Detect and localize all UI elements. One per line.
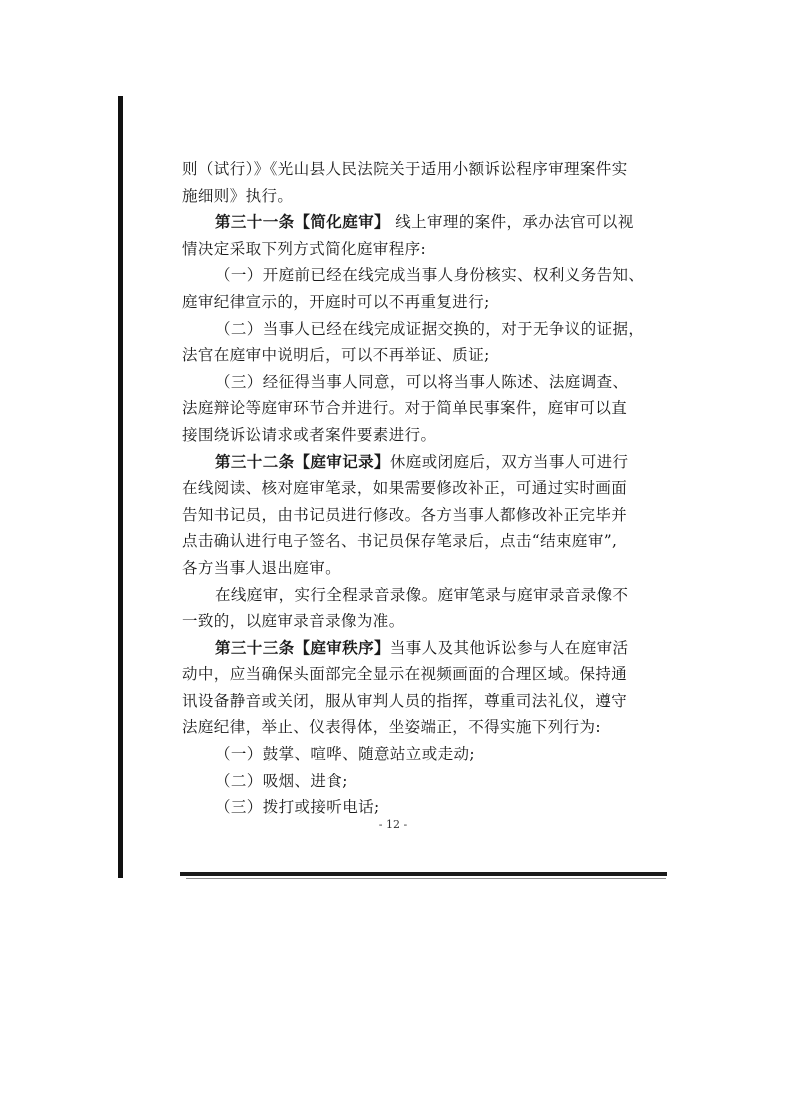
body-line: 法庭辩论等庭审环节合并进行。对于简单民事案件，庭审可以直 xyxy=(182,399,628,418)
page-number: - 12 - xyxy=(378,818,408,831)
body-line: 庭审纪律宣示的，开庭时可以不再重复进行; xyxy=(182,292,490,311)
article-31-text: 线上审理的案件，承办法官可以视 xyxy=(389,213,634,232)
body-line: 则（试行）》《光山县人民法院关于适用小额诉讼程序审理案件实 xyxy=(182,160,628,178)
clause-line: （一）开庭前已经在线完成当事人身份核实、权利义务告知、 xyxy=(215,266,645,285)
body-line: 接围绕诉讼请求或者案件要素进行。 xyxy=(182,425,437,444)
body-line: 法庭纪律，举止、仪表得体，坐姿端正，不得实施下列行为: xyxy=(182,718,602,737)
body-line: 法官在庭审中说明后，可以不再举证、质证; xyxy=(182,346,490,365)
article-32-heading: 第三十二条【庭审记录】 xyxy=(215,451,390,471)
clause-line: （二）当事人已经在线完成证据交换的，对于无争议的证据， xyxy=(215,319,645,338)
article-31-first-line xyxy=(182,209,652,236)
body-line: 各方当事人退出庭审。 xyxy=(182,558,342,577)
clause-line: （一）鼓掌、喧哗、随意站立或走动; xyxy=(215,745,476,764)
scan-left-edge-bar xyxy=(118,96,123,878)
body-line: 告知书记员，由书记员进行修改。各方当事人都修改补正完毕并 xyxy=(182,505,628,524)
body-line: 点击确认进行电子签名、书记员保存笔录后，点击“结束庭审”, xyxy=(182,532,618,551)
article-32-text: 休庭或闭庭后，双方当事人可进行 xyxy=(389,452,629,471)
clause-line: （三）拨打或接听电话; xyxy=(215,798,380,817)
article-33-heading: 第三十三条【庭审秩序】 xyxy=(215,637,390,657)
body-line: 讯设备静音或关闭，服从审判人员的指挥，尊重司法礼仪，遵守 xyxy=(182,691,628,710)
clause-line: （二）吸烟、进食; xyxy=(215,771,348,790)
scan-bottom-edge-shadow xyxy=(186,878,666,879)
article-33-first-line xyxy=(182,635,652,662)
body-line: 施细则》执行。 xyxy=(182,186,294,205)
clause-line: （三）经征得当事人同意，可以将当事人陈述、法庭调查、 xyxy=(215,372,629,391)
article-33-text: 当事人及其他诉讼参与人在庭审活 xyxy=(389,638,629,657)
clause-line: 在线庭审，实行全程录音录像。庭审笔录与庭审录音录像不 xyxy=(215,585,629,604)
scan-bottom-edge-line xyxy=(180,872,667,876)
article-31-heading: 第三十一条【简化庭审】 xyxy=(215,212,390,232)
article-32-first-line xyxy=(182,449,652,476)
document-body xyxy=(182,156,652,821)
body-line: 动中，应当确保头面部完全显示在视频画面的合理区域。保持通 xyxy=(182,665,628,684)
body-line: 一致的，以庭审录音录像为准。 xyxy=(182,612,405,631)
body-line: 情决定采取下列方式简化庭审程序: xyxy=(182,239,427,258)
body-line: 在线阅读、核对庭审笔录，如果需要修改补正，可通过实时画面 xyxy=(182,479,628,498)
